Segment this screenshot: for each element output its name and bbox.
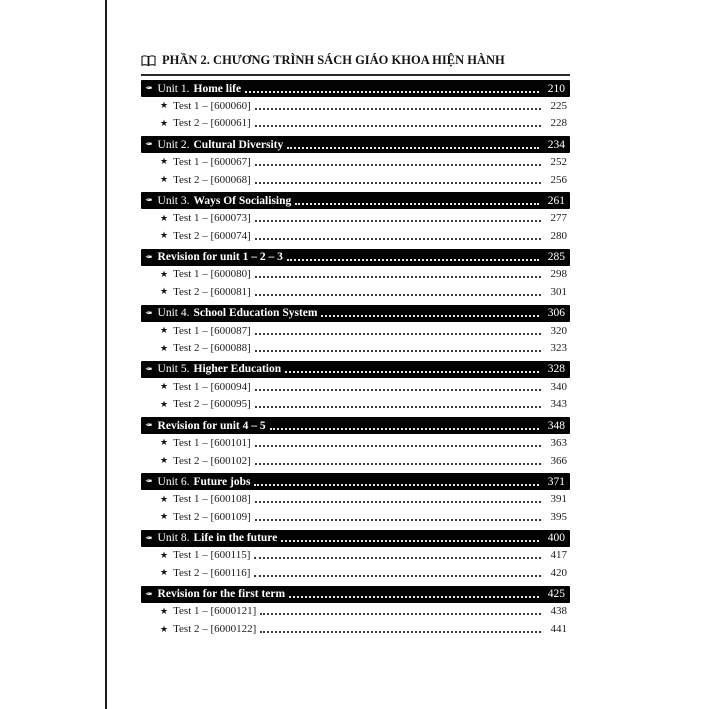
toc-test-row [141,153,570,171]
test-page-number: 363 [550,436,567,449]
toc-test-row [141,620,570,638]
toc-unit-row [141,305,570,322]
toc-test-row [141,339,570,357]
toc-test-row [141,378,570,396]
star-icon: ★ [160,268,169,279]
unit-prefix: Unit 1. [157,82,190,95]
toc-test-row [141,171,570,189]
dot-leader [255,276,541,278]
toc-unit-row [141,192,570,209]
unit-title: Cultural Diversity [193,138,284,151]
toc-test-row [141,564,570,582]
unit-title: Future jobs [193,475,251,488]
unit-title: Ways Of Socialising [193,194,292,207]
unit-title: Life in the future [193,532,278,544]
toc-test-row [141,322,570,340]
pen-marker-icon: ✒ [145,251,153,262]
test-label: Test 1 – [600080] [173,268,251,281]
star-icon: ★ [160,511,169,522]
dot-leader [255,501,541,503]
test-label: Test 1 – [600087] [173,324,251,337]
toc-unit-row [141,586,570,603]
unit-title: Revision for unit 1 – 2 – 3 [157,251,283,264]
unit-page-number: 348 [547,419,565,432]
unit-prefix: Unit 8. [157,532,190,544]
test-label: Test 1 – [600067] [173,155,251,168]
test-label: Test 1 – [6000121] [173,605,257,618]
dot-leader [287,147,539,149]
dot-leader [255,294,541,296]
test-page-number: 280 [550,229,567,242]
dot-leader [255,389,541,391]
test-label: Test 1 – [600073] [173,212,251,225]
unit-page-number: 285 [547,251,565,264]
unit-title: Home life [193,82,242,95]
test-label: Test 1 – [600101] [173,436,251,449]
dot-leader [254,557,541,559]
dot-leader [254,575,541,577]
test-label: Test 2 – [600102] [173,454,251,467]
toc-test-row [141,209,570,227]
dot-leader [245,91,539,93]
test-page-number: 256 [550,173,567,186]
test-page-number: 340 [550,380,567,393]
test-label: Test 1 – [600094] [173,380,251,393]
pen-marker-icon: ✒ [145,588,153,599]
open-book-icon [141,55,156,67]
unit-page-number: 306 [547,307,565,320]
dot-leader [255,519,541,521]
unit-title: Revision for unit 4 – 5 [157,419,266,432]
pen-marker-icon: ✒ [145,476,153,487]
unit-prefix: Unit 6. [157,475,190,488]
toc-unit-row [141,530,570,547]
star-icon: ★ [160,174,169,185]
toc-test-row [141,547,570,565]
toc-test-row [141,283,570,301]
test-label: Test 2 – [600061] [173,117,251,130]
star-icon: ★ [160,493,169,504]
toc-unit-row [141,473,570,490]
star-icon: ★ [160,325,169,336]
dot-leader [321,315,539,317]
dot-leader [254,484,539,486]
unit-page-number: 400 [547,532,565,544]
left-margin-line [105,0,107,709]
toc-unit-row [141,361,570,378]
test-label: Test 1 – [600060] [173,99,251,112]
page-title-text: PHẦN 2. CHƯƠNG TRÌNH SÁCH GIÁO KHOA HIỆN HÀNH [162,53,505,67]
test-label: Test 2 – [600088] [173,342,251,355]
test-label: Test 2 – [600074] [173,229,251,242]
test-page-number: 417 [550,549,567,562]
toc-test-row [141,396,570,414]
unit-page-number: 425 [547,588,565,601]
test-label: Test 2 – [600068] [173,173,251,186]
star-icon: ★ [160,212,169,223]
pen-marker-icon: ✒ [145,139,153,150]
dot-leader [255,445,541,447]
dot-leader [255,350,541,352]
unit-title: School Education System [193,307,318,320]
test-page-number: 438 [550,605,567,618]
dot-leader [285,371,539,373]
test-label: Test 2 – [6000122] [173,623,257,636]
unit-prefix: Unit 3. [157,194,190,207]
test-page-number: 420 [550,566,567,579]
dot-leader [255,125,541,127]
toc-test-row [141,434,570,452]
star-icon: ★ [160,117,169,128]
test-page-number: 301 [550,285,567,298]
star-icon: ★ [160,230,169,241]
test-page-number: 228 [550,117,567,130]
dot-leader [270,428,539,430]
pen-marker-icon: ✒ [145,83,153,93]
dot-leader [255,333,541,335]
toc-test-row [141,508,570,526]
test-page-number: 343 [550,398,567,411]
dot-leader [255,463,541,465]
pen-marker-icon: ✒ [145,195,153,206]
unit-title: Higher Education [193,363,282,376]
star-icon: ★ [160,549,169,560]
unit-prefix: Unit 4. [157,307,190,320]
toc-test-row [141,97,570,115]
test-label: Test 1 – [600108] [173,493,251,506]
toc-test-row [141,452,570,470]
toc-unit-row [141,249,570,266]
test-page-number: 323 [550,342,567,355]
star-icon: ★ [160,286,169,297]
star-icon: ★ [160,623,169,634]
unit-page-number: 328 [547,363,565,376]
star-icon: ★ [160,567,169,578]
pen-marker-icon: ✒ [145,420,153,431]
test-page-number: 298 [550,268,567,281]
unit-title: Revision for the first term [157,588,286,601]
dot-leader [255,108,541,110]
dot-leader [255,238,541,240]
toc-test-row [141,227,570,245]
test-label: Test 2 – [600095] [173,398,251,411]
unit-page-number: 261 [547,194,565,207]
test-page-number: 366 [550,454,567,467]
star-icon: ★ [160,605,169,616]
toc-content [141,53,570,638]
test-label: Test 2 – [600116] [173,566,251,579]
star-icon: ★ [160,381,169,392]
star-icon: ★ [160,156,169,167]
dot-leader [255,406,541,408]
dot-leader [295,203,539,205]
unit-page-number: 210 [547,82,565,95]
test-label: Test 2 – [600081] [173,285,251,298]
test-page-number: 391 [550,493,567,506]
dot-leader [287,259,539,261]
star-icon: ★ [160,100,169,111]
test-label: Test 1 – [600115] [173,549,251,562]
page-title [141,53,570,68]
toc-test-row [141,266,570,284]
dot-leader [260,631,541,633]
unit-prefix: Unit 5. [157,363,190,376]
dot-leader [255,164,541,166]
pen-marker-icon: ✒ [145,532,153,543]
star-icon: ★ [160,455,169,466]
dot-leader [260,613,541,615]
star-icon: ★ [160,437,169,448]
pen-marker-icon: ✒ [145,307,153,318]
test-page-number: 252 [550,155,567,168]
dot-leader [255,220,541,222]
star-icon: ★ [160,398,169,409]
star-icon: ★ [160,342,169,353]
unit-prefix: Unit 2. [157,138,190,151]
test-page-number: 320 [550,324,567,337]
test-page-number: 225 [550,99,567,112]
header-divider [141,74,570,76]
test-page-number: 441 [550,623,567,636]
test-label: Test 2 – [600109] [173,510,251,523]
toc-unit-row [141,136,570,153]
toc-unit-row [141,80,570,97]
test-page-number: 395 [550,510,567,523]
toc-test-row [141,603,570,621]
dot-leader [281,540,539,542]
toc-unit-row [141,417,570,434]
dot-leader [255,182,541,184]
toc-list [141,80,570,638]
toc-test-row [141,490,570,508]
unit-page-number: 234 [547,138,565,151]
pen-marker-icon: ✒ [145,363,153,374]
toc-test-row [141,115,570,133]
unit-page-number: 371 [547,475,565,488]
test-page-number: 277 [550,212,567,225]
dot-leader [289,596,539,598]
